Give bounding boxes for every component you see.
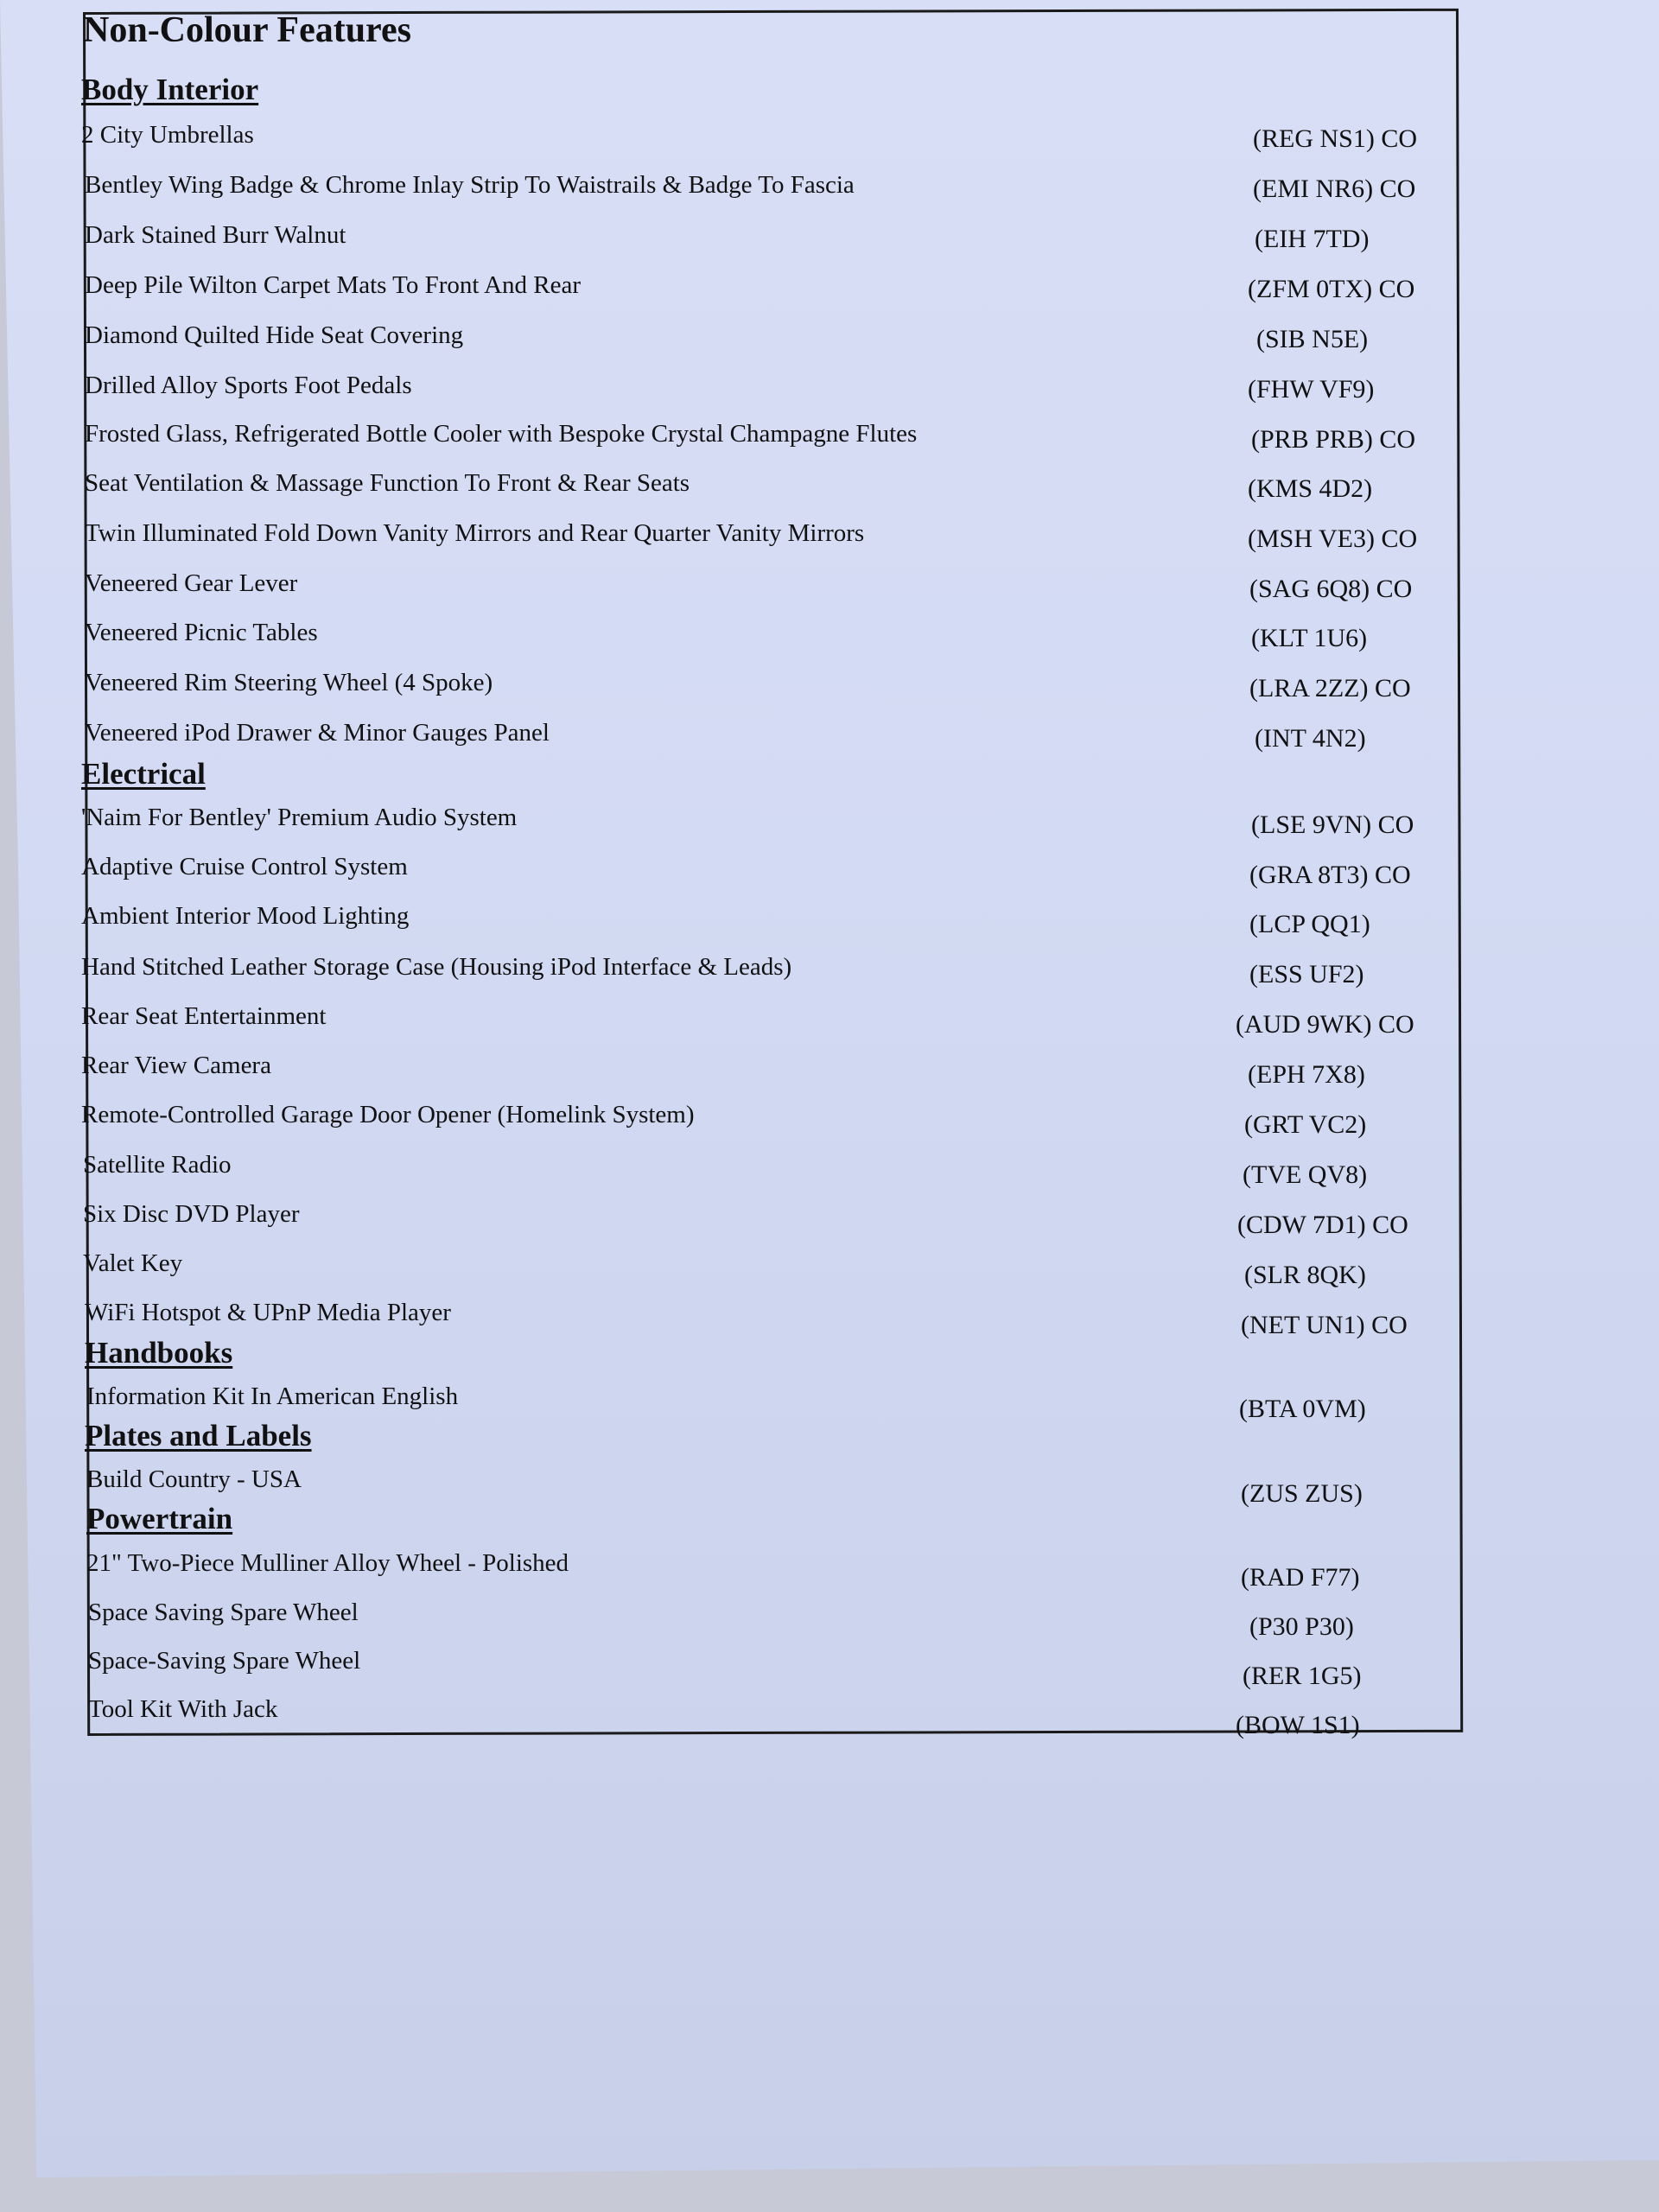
feature-code: (TVE QV8) (1243, 1160, 1368, 1189)
feature-label: Seat Ventilation & Massage Function To Front & Rear Seats (85, 469, 690, 497)
feature-label: 21" Two-Piece Mulliner Alloy Wheel - Polished (86, 1549, 569, 1577)
feature-label: Ambient Interior Mood Lighting (81, 902, 410, 930)
feature-code: (FHW VF9) (1248, 375, 1375, 404)
feature-code: (GRA 8T3) CO (1249, 861, 1411, 889)
feature-code: (SLR 8QK) (1244, 1261, 1366, 1289)
feature-label: Deep Pile Wilton Carpet Mats To Front And Rear (85, 271, 582, 299)
feature-code: (EMI NR6) CO (1253, 175, 1416, 203)
feature-code: (EPH 7X8) (1248, 1060, 1365, 1089)
feature-label: Veneered Picnic Tables (85, 619, 318, 646)
feature-label: Remote-Controlled Garage Door Opener (Homelink System) (81, 1101, 695, 1128)
feature-label: WiFi Hotspot & UPnP Media Player (85, 1299, 451, 1326)
feature-code: (ZUS ZUS) (1241, 1479, 1363, 1508)
feature-label: Six Disc DVD Player (83, 1200, 300, 1228)
feature-label: Veneered iPod Drawer & Minor Gauges Panel (85, 719, 550, 747)
feature-label: Adaptive Cruise Control System (81, 853, 408, 880)
feature-code: (P30 P30) (1249, 1612, 1354, 1641)
feature-code: (PRB PRB) CO (1251, 425, 1416, 454)
feature-label: Bentley Wing Badge & Chrome Inlay Strip To Waistrails & Badge To Fascia (85, 171, 855, 199)
section-heading-handbooks: Handbooks (85, 1336, 233, 1370)
feature-code: (RAD F77) (1241, 1563, 1360, 1592)
feature-code: (ZFM 0TX) CO (1248, 275, 1415, 303)
feature-code: (AUD 9WK) CO (1236, 1010, 1414, 1039)
feature-label: 2 City Umbrellas (81, 121, 254, 149)
feature-code: (EIH 7TD) (1255, 225, 1370, 253)
page-title: Non-Colour Features (83, 10, 411, 50)
section-heading-electrical: Electrical (81, 757, 206, 791)
feature-code: (SAG 6Q8) CO (1249, 575, 1413, 603)
feature-code: (MSH VE3) CO (1248, 524, 1418, 553)
feature-label: 'Naim For Bentley' Premium Audio System (81, 804, 518, 831)
feature-label: Valet Key (83, 1249, 183, 1277)
feature-label: Diamond Quilted Hide Seat Covering (85, 321, 464, 349)
feature-label: Rear View Camera (81, 1052, 271, 1079)
feature-label: Satellite Radio (83, 1151, 232, 1179)
feature-code: (REG NS1) CO (1253, 124, 1418, 153)
feature-label: Dark Stained Burr Walnut (85, 221, 346, 249)
section-heading-powertrain: Powertrain (86, 1502, 233, 1535)
feature-label: Space Saving Spare Wheel (88, 1599, 359, 1626)
feature-code: (LSE 9VN) CO (1251, 810, 1414, 839)
feature-code: (SIB N5E) (1256, 325, 1369, 353)
feature-code: (CDW 7D1) CO (1237, 1211, 1408, 1239)
feature-code: (KMS 4D2) (1248, 474, 1373, 503)
feature-code: (RER 1G5) (1243, 1662, 1362, 1690)
feature-code: (BOW 1S1) (1236, 1711, 1360, 1739)
feature-code: (ESS UF2) (1249, 960, 1364, 988)
feature-label: Hand Stitched Leather Storage Case (Housing iPod Interface & Leads) (81, 953, 792, 981)
feature-code: (INT 4N2) (1255, 724, 1366, 753)
feature-label: Rear Seat Entertainment (81, 1002, 327, 1030)
feature-code: (NET UN1) CO (1241, 1311, 1408, 1339)
feature-code: (KLT 1U6) (1251, 624, 1368, 652)
feature-label: Twin Illuminated Fold Down Vanity Mirrors and Rear Quarter Vanity Mirrors (85, 519, 865, 547)
feature-code: (BTA 0VM) (1239, 1395, 1366, 1423)
feature-label: Veneered Gear Lever (85, 569, 298, 597)
feature-label: Frosted Glass, Refrigerated Bottle Cooler with Bespoke Crystal Champagne Flutes (85, 420, 918, 448)
feature-code: (GRT VC2) (1244, 1110, 1367, 1139)
feature-code: (LRA 2ZZ) CO (1249, 674, 1411, 702)
section-heading-plates-and-labels: Plates and Labels (85, 1419, 312, 1452)
feature-label: Veneered Rim Steering Wheel (4 Spoke) (85, 669, 493, 696)
feature-label: Information Kit In American English (86, 1382, 459, 1410)
feature-label: Build Country - USA (86, 1465, 302, 1493)
feature-label: Drilled Alloy Sports Foot Pedals (85, 372, 412, 399)
feature-label: Space-Saving Spare Wheel (88, 1647, 361, 1675)
section-heading-body-interior: Body Interior (81, 73, 259, 106)
feature-code: (LCP QQ1) (1249, 910, 1370, 938)
feature-label: Tool Kit With Jack (88, 1695, 278, 1723)
